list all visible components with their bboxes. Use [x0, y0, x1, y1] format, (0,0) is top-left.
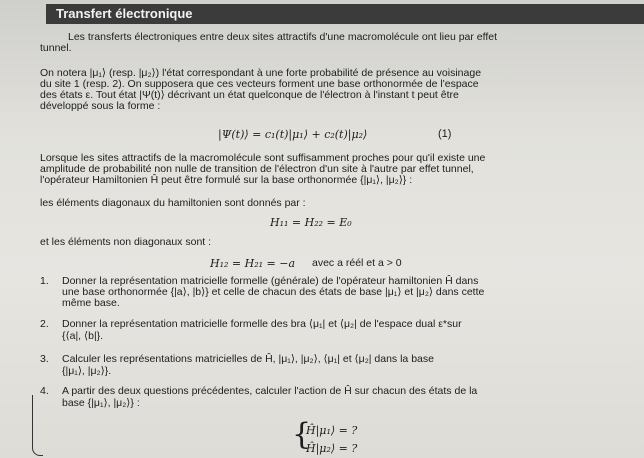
system-equation-1: Ĥ|μ₁⟩ = ?: [306, 424, 358, 437]
notation-line-4: développé sous la forme :: [40, 100, 161, 112]
question-1-line-1: Donner la représentation matricielle formelle (générale) de l'opérateur hamiltonien Ĥ dans: [62, 275, 479, 287]
intro-line-1: Les transferts électroniques entre deux sites attractifs d'une macromolécule ont lieu par effet: [68, 31, 498, 43]
question-2-line-2: {⟨a|, ⟨b|}.: [62, 330, 104, 342]
offdiagonal-equation: H₁₂ = H₂₁ = −a: [210, 257, 296, 270]
notation-line-2: du site 1 (resp. 2). On supposera que ces vecteurs forment une base orthonormée de l'espace: [40, 78, 479, 90]
proximity-line-1: Lorsque les sites attractifs de la macromolécule sont suffisamment proches pour qu'il existe une: [40, 152, 486, 164]
diagonal-equation: H₁₁ = H₂₂ = E₀: [270, 216, 352, 229]
proximity-line-3: l'opérateur Hamiltonien Ĥ peut être formulé sur la base orthonormée {|μ₁⟩, |μ₂⟩} :: [40, 174, 413, 186]
question-4-line-2: base {|μ₁⟩, |μ₂⟩} :: [62, 397, 140, 409]
proximity-line-2: amplitude de probabilité non nulle de transition de l'électron d'un site à l'autre par effet tunnel,: [40, 163, 474, 175]
offdiagonal-intro: et les éléments non diagonaux sont :: [40, 236, 212, 248]
system-brace: {: [292, 417, 312, 452]
notation-line-1: On notera |μ₁⟩ (resp. |μ₂⟩) l'état correspondant à une forte probabilité de présence au voisinage: [40, 67, 482, 79]
question-1-line-2: une base orthonormée {|a⟩, |b⟩} et celle de chacun des états de base |μ₁⟩ et |μ₂⟩ dans cette: [62, 286, 485, 298]
equation-1-label: (1): [438, 128, 452, 140]
margin-bracket: [32, 395, 43, 456]
offdiagonal-condition: avec a réél et a > 0: [312, 257, 402, 269]
question-4-number: 4.: [40, 385, 49, 397]
question-4-line-1: A partir des deux questions précédentes, calculer l'action de Ĥ sur chacun des états de la: [62, 385, 478, 397]
question-2-line-1: Donner la représentation matricielle formelle des bra ⟨μ₁| et ⟨μ₂| de l'espace dual ε*sur: [62, 318, 462, 330]
equation-1: |Ψ(t)⟩ = c₁(t)|μ₁⟩ + c₂(t)|μ₂⟩: [218, 128, 368, 141]
section-title: Transfert électronique: [46, 4, 644, 24]
intro-line-2: tunnel.: [40, 42, 72, 54]
system-equation-2: Ĥ|μ₂⟩ = ?: [306, 442, 358, 455]
question-3-line-2: {|μ₁⟩, |μ₂⟩}.: [62, 365, 112, 377]
question-1-line-3: même base.: [62, 297, 120, 309]
diagonal-intro: les éléments diagonaux du hamiltonien sont donnés par :: [40, 197, 306, 209]
question-3-number: 3.: [40, 353, 49, 365]
notation-line-3: des états ε. Tout état |Ψ(t)⟩ décrivant un état quelconque de l'électron à l'instant t peut être: [40, 89, 459, 101]
question-1-number: 1.: [40, 275, 49, 287]
question-2-number: 2.: [40, 318, 49, 330]
question-3-line-1: Calculer les représentations matricielles de Ĥ, |μ₁⟩, |μ₂⟩, ⟨μ₁| et ⟨μ₂| dans la base: [62, 353, 434, 365]
